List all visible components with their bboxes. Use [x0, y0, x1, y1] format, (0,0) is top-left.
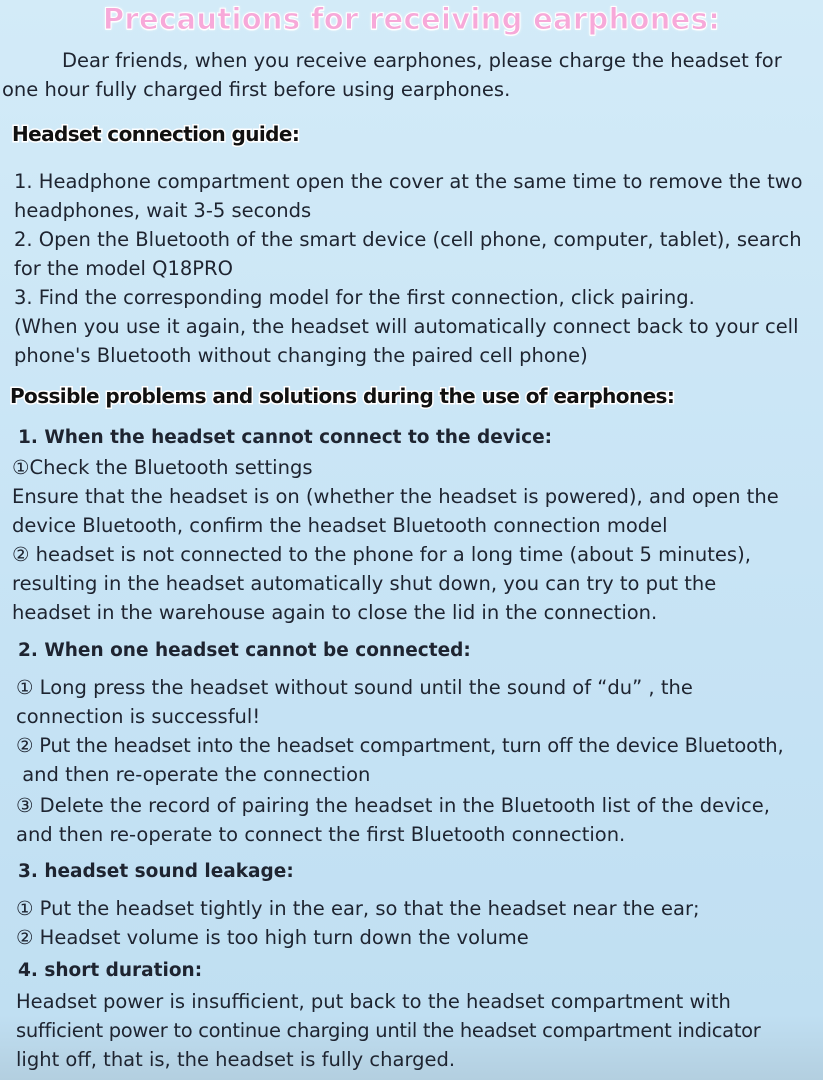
problem-2-line: ③ Delete the record of pairing the headset in the Bluetooth list of the device, [16, 794, 770, 817]
problem-3-line: ② Headset volume is too high turn down the volume [16, 926, 529, 949]
guide-line: 3. Find the corresponding model for the first connection, click pairing. [14, 286, 695, 309]
problem-2-line: connection is successful! [16, 705, 261, 728]
problem-2-line: and then re-operate to connect the first Bluetooth connection. [16, 823, 626, 846]
problem-4-line: sufficient power to continue charging until the headset compartment indicator [16, 1019, 761, 1042]
problem-2-line: ② Put the headset into the headset compartment, turn off the device Bluetooth, [16, 734, 784, 757]
problem-1-line: resulting in the headset automatically shut down, you can try to put the [12, 572, 717, 595]
problems-header: Possible problems and solutions during the use of earphones: [10, 384, 675, 408]
guide-line: for the model Q18PRO [14, 257, 233, 280]
guide-line: headphones, wait 3-5 seconds [14, 199, 312, 222]
page-title: Precautions for receiving earphones: [102, 2, 721, 36]
problem-4-line: light off, that is, the headset is fully charged. [16, 1048, 456, 1071]
connection-guide-header: Headset connection guide: [12, 122, 300, 146]
problem-2-line: ① Long press the headset without sound until the sound of “du” , the [16, 676, 693, 699]
problem-1-line: headset in the warehouse again to close the lid in the connection. [12, 601, 658, 624]
problem-4-title: 4. short duration: [18, 960, 203, 981]
problem-3-line: ① Put the headset tightly in the ear, so that the headset near the ear; [16, 897, 700, 920]
guide-line: phone's Bluetooth without changing the paired cell phone) [14, 344, 588, 367]
guide-line: 1. Headphone compartment open the cover at the same time to remove the two [14, 170, 803, 193]
intro-line-1: Dear friends, when you receive earphones, please charge the headset for [62, 49, 782, 72]
intro-line-2: one hour fully charged first before using earphones. [2, 78, 511, 101]
problem-3-title: 3. headset sound leakage: [18, 861, 294, 882]
problem-1-line: device Bluetooth, confirm the headset Bluetooth connection model [12, 514, 668, 537]
problem-4-line: Headset power is insufficient, put back to the headset compartment with [16, 990, 731, 1013]
problem-1-line: Ensure that the headset is on (whether the headset is powered), and open the [12, 485, 779, 508]
problem-2-line: and then re-operate the connection [16, 763, 371, 786]
problem-1-line: ② headset is not connected to the phone for a long time (about 5 minutes), [12, 543, 751, 566]
problem-2-title: 2. When one headset cannot be connected: [18, 640, 471, 661]
guide-line: 2. Open the Bluetooth of the smart device (cell phone, computer, tablet), search [14, 228, 802, 251]
problem-1-line: ①Check the Bluetooth settings [12, 456, 313, 479]
problem-1-title: 1. When the headset cannot connect to the device: [18, 427, 553, 448]
guide-line: (When you use it again, the headset will automatically connect back to your cell [14, 315, 799, 338]
